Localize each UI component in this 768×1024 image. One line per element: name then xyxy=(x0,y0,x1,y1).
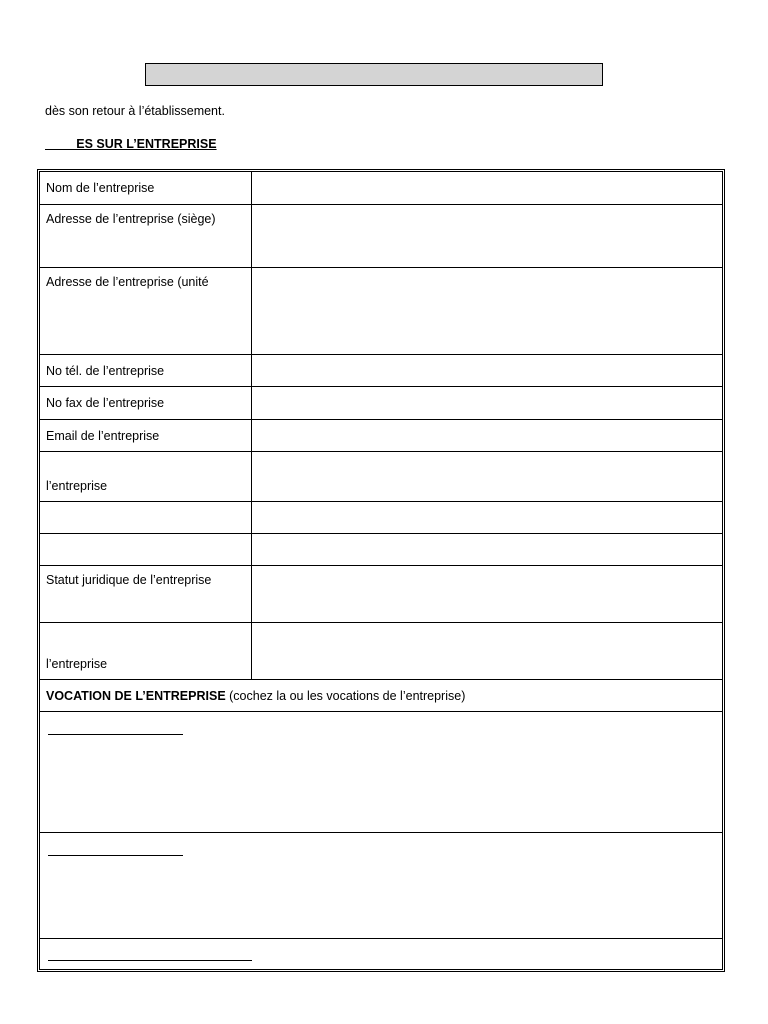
table-row xyxy=(40,533,722,565)
blank-line xyxy=(48,960,252,961)
table-row xyxy=(40,419,722,451)
vocation-note: (cochez la ou les vocations de l’entreprise) xyxy=(225,688,466,703)
row-label: Statut juridique de l’entreprise xyxy=(40,566,252,622)
company-field[interactable] xyxy=(252,452,722,501)
phone-field[interactable] xyxy=(252,355,722,386)
table-row xyxy=(40,204,722,267)
legal-status-field[interactable] xyxy=(252,566,722,622)
row-label: Nom de l’entreprise xyxy=(40,172,252,204)
blank-line xyxy=(48,734,183,735)
table-row xyxy=(40,451,722,501)
row-label: Adresse de l’entreprise (siège) xyxy=(40,205,252,267)
table-row xyxy=(40,354,722,386)
blank-field[interactable] xyxy=(252,502,722,533)
unit-address-field[interactable] xyxy=(252,268,722,354)
row-label: No tél. de l’entreprise xyxy=(40,355,252,386)
blank-line xyxy=(48,855,183,856)
vocation-block xyxy=(40,832,722,938)
table-row xyxy=(40,386,722,419)
row-label xyxy=(40,502,252,533)
row-label: No fax de l’entreprise xyxy=(40,387,252,419)
vocation-heading: VOCATION DE L’ENTREPRISE xyxy=(46,688,226,703)
head-office-address-field[interactable] xyxy=(252,205,722,267)
vocation-block xyxy=(40,711,722,832)
table-row xyxy=(40,172,722,204)
company-name-field[interactable] xyxy=(252,172,722,204)
table-row xyxy=(40,622,722,679)
company-info-table xyxy=(37,169,725,972)
email-field[interactable] xyxy=(252,420,722,451)
vocation-header-row xyxy=(40,679,722,711)
table-row xyxy=(40,267,722,354)
table-row xyxy=(40,565,722,622)
row-label: Adresse de l’entreprise (unité xyxy=(40,268,252,354)
row-label: l’entreprise xyxy=(40,452,252,501)
row-label xyxy=(40,534,252,565)
fax-field[interactable] xyxy=(252,387,722,419)
vocation-block xyxy=(40,938,722,969)
vocation-area[interactable] xyxy=(40,939,722,969)
company-field[interactable] xyxy=(252,623,722,679)
row-label: Email de l’entreprise xyxy=(40,420,252,451)
section-heading: ES SUR L’ENTREPRISE xyxy=(45,137,217,151)
intro-text: dès son retour à l’établissement. xyxy=(45,104,225,118)
row-label: l’entreprise xyxy=(40,623,252,679)
title-bar xyxy=(145,63,603,86)
blank-field[interactable] xyxy=(252,534,722,565)
vocation-area[interactable] xyxy=(40,833,722,938)
vocation-area[interactable] xyxy=(40,712,722,832)
table-row xyxy=(40,501,722,533)
vocation-header xyxy=(40,680,722,711)
